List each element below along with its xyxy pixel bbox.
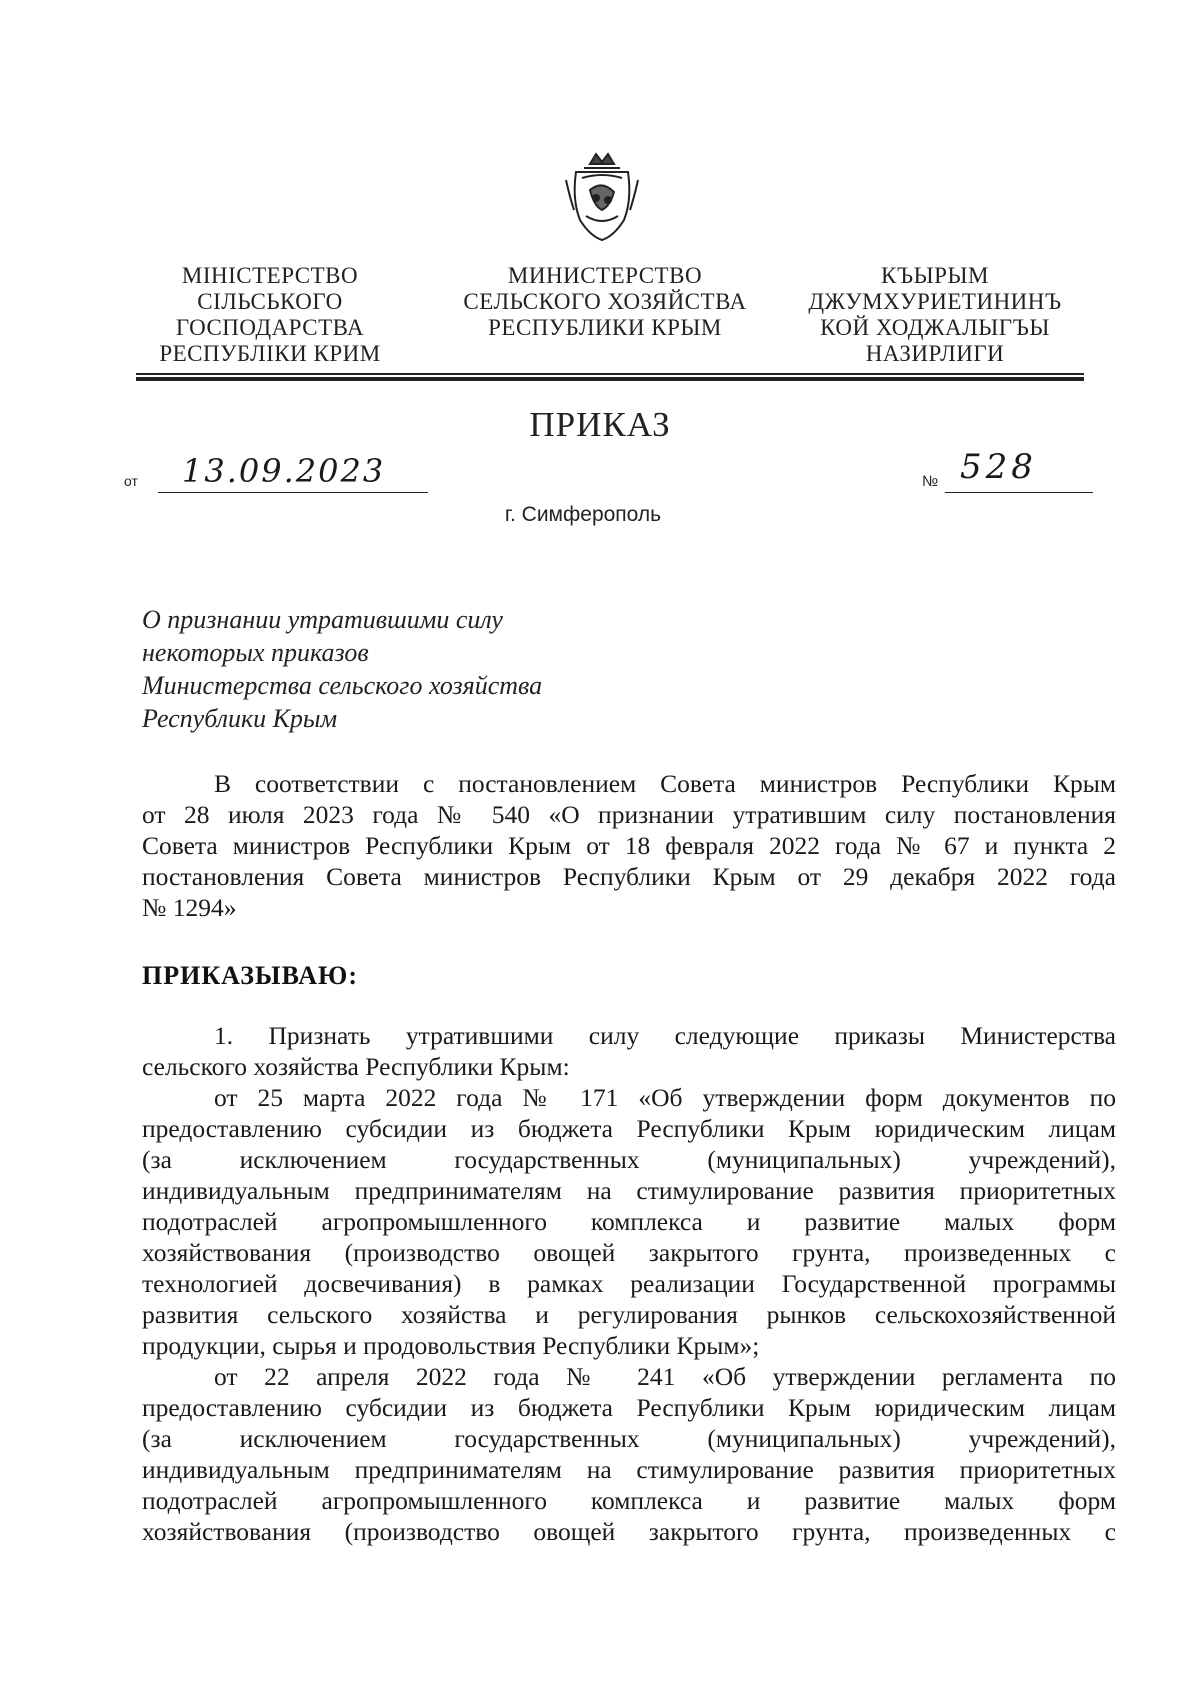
city: г. Симферополь xyxy=(504,503,662,526)
body-line: В соответствии с постановлением Совета министров Республики Крым xyxy=(214,769,1116,798)
body-line: от 22 апреля 2022 года № 241 «Об утверждении регламента по xyxy=(214,1362,1116,1391)
handwritten-date: 13.09.2023 xyxy=(182,452,386,490)
body-line: 1. Признать утратившими силу следующие приказы Министерства xyxy=(214,1021,1116,1050)
body-line: технологией досвечивания) в рамках реализации Государственной программы xyxy=(142,1269,1116,1298)
date-label: от xyxy=(124,473,138,489)
body-line: постановления Совета министров Республики Крым от 29 декабря 2022 года xyxy=(142,862,1116,891)
body-line: сельского хозяйства Республики Крым: xyxy=(142,1052,570,1081)
body-line: № 1294» xyxy=(142,893,237,922)
header-middle-line: МИНИСТЕРСТВО xyxy=(507,263,703,288)
subject-block xyxy=(142,603,542,735)
header-right-line: ДЖУМХУРИЕТИНИНЪ xyxy=(808,289,1062,314)
number-underline xyxy=(945,492,1093,493)
body-line: (за исключением государственных (муниципальных) учреждений), xyxy=(142,1424,1116,1453)
body-line: предоставлению субсидии из бюджета Республики Крым юридическим лицам xyxy=(142,1393,1116,1422)
city-line xyxy=(0,503,1200,527)
subject-line: некоторых приказов xyxy=(142,638,369,667)
header-left-line: ГОСПОДАРСТВА xyxy=(175,315,365,340)
subject-line: Республики Крым xyxy=(142,704,338,733)
header-left-line: МІНІСТЕРСТВО xyxy=(181,263,359,288)
header-left-line: СІЛЬСЬКОГО xyxy=(197,289,343,314)
subject-line: О признании утратившими силу xyxy=(142,605,503,634)
body-line: Совета министров Республики Крым от 18 февраля 2022 года № 67 и пункта 2 xyxy=(142,831,1116,860)
header-right-line: КОЙ ХОДЖАЛЫГЪЫ xyxy=(820,315,1050,340)
body-line: подотраслей агропромышленного комплекса и развитие малых форм xyxy=(142,1207,1116,1236)
body-line: от 25 марта 2022 года № 171 «Об утверждении форм документов по xyxy=(214,1083,1116,1112)
number-label: № xyxy=(922,473,939,490)
body-line: (за исключением государственных (муниципальных) учреждений), xyxy=(142,1145,1116,1174)
header-divider-thin xyxy=(136,373,1084,375)
preamble-paragraph xyxy=(142,768,1116,923)
order-items xyxy=(142,1020,1116,1547)
body-line: предоставлению субсидии из бюджета Республики Крым юридическим лицам xyxy=(142,1114,1116,1143)
header-divider-thick xyxy=(136,377,1084,381)
body-line: развития сельского хозяйства и регулирования рынков сельскохозяйственной xyxy=(142,1300,1116,1329)
date-underline xyxy=(158,492,428,493)
header-russian xyxy=(450,263,760,341)
order-heading: ПРИКАЗЫВАЮ: xyxy=(142,961,358,990)
body-line: индивидуальным предпринимателям на стимулирование развития приоритетных xyxy=(142,1455,1116,1484)
body-line: хозяйствования (производство овощей закрытого грунта, произведенных с xyxy=(142,1238,1116,1267)
subject-line: Министерства сельского хозяйства xyxy=(142,671,543,700)
header-right-line: КЪЫРЫМ xyxy=(881,263,989,288)
header-middle-line: РЕСПУБЛИКИ КРЫМ xyxy=(488,315,722,340)
header-ukrainian xyxy=(150,263,390,367)
body-line: хозяйствования (производство овощей закрытого грунта, произведенных с xyxy=(142,1517,1116,1546)
crimea-coat-of-arms-icon xyxy=(560,150,644,242)
handwritten-number: 528 xyxy=(960,447,1037,487)
body-line: подотраслей агропромышленного комплекса и развитие малых форм xyxy=(142,1486,1116,1515)
header-middle-line: СЕЛЬСКОГО ХОЗЯЙСТВА xyxy=(463,289,747,314)
body-line: индивидуальным предпринимателям на стимулирование развития приоритетных xyxy=(142,1176,1116,1205)
document-title: ПРИКАЗ xyxy=(529,405,671,444)
body-line: продукции, сырья и продовольствия Республики Крым»; xyxy=(142,1331,760,1360)
body-line: от 28 июля 2023 года № 540 «О признании утратившим силу постановления xyxy=(142,800,1116,829)
header-left-line: РЕСПУБЛІКИ КРИМ xyxy=(159,341,381,366)
header-crimean-tatar xyxy=(790,263,1080,367)
header-right-line: НАЗИРЛИГИ xyxy=(865,341,1005,366)
